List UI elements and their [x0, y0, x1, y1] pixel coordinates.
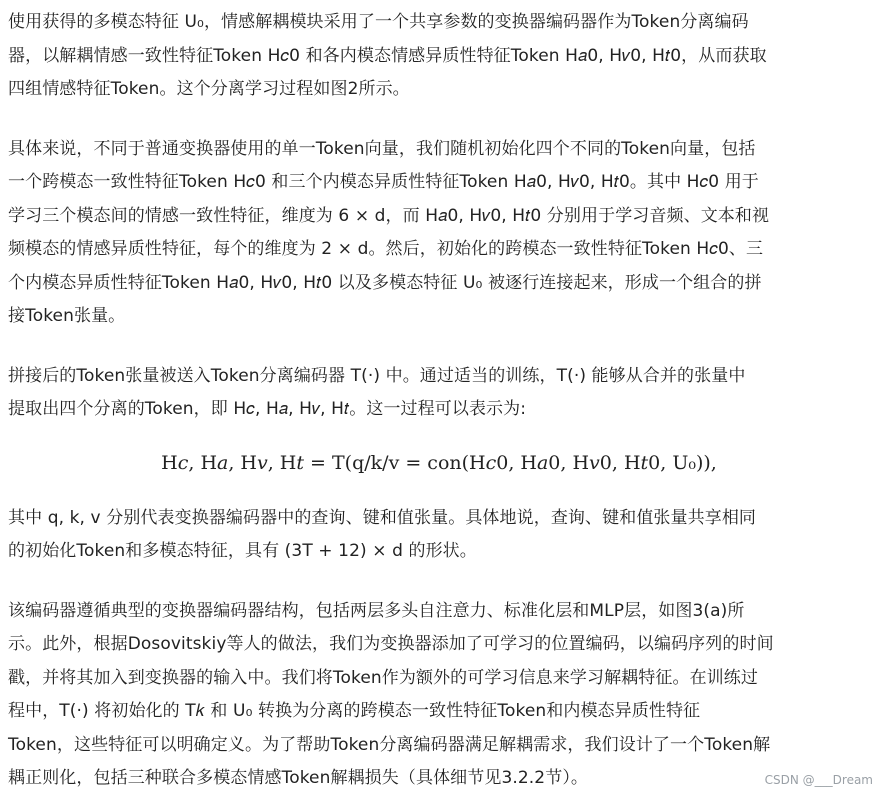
text-line: 拼接后的Token张量被送入Token分离编码器 T(·) 中。通过适当的训练，T(·) 能够从合并的张量中	[8, 365, 746, 386]
text-line: 耦正则化，包括三种联合多模态情感Token解耦损失（具体细节见3.2.2节）。	[8, 768, 589, 788]
text-line: 戳，并将其加入到变换器的输入中。我们将Token作为额外的可学习信息来学习解耦特征。在训练过	[8, 667, 758, 688]
text-line: 接Token张量。	[8, 306, 126, 326]
paragraph-4	[8, 502, 870, 569]
text-line: 一个跨模态一致性特征Token H𝑐0 和三个内模态异质性特征Token H𝑎0, H𝑣0, H𝑡0。其中 H𝑐0 用于	[8, 172, 759, 192]
paragraph-1	[8, 6, 870, 107]
text-line: 使用获得的多模态特征 U₀，情感解耦模块采用了一个共享参数的变换器编码器作为Token分离编码	[8, 12, 749, 32]
text-line: 其中 q, k, v 分别代表变换器编码器中的查询、键和值张量。具体地说，查询、键和值张量共享相同	[8, 507, 757, 528]
text-line: 学习三个模态间的情感一致性特征，维度为 6 × d，而 H𝑎0, H𝑣0, H𝑡0 分别用于学习音频、文本和视	[8, 205, 770, 226]
paragraph-2	[8, 133, 870, 334]
text-line: 提取出四个分离的Token，即 H𝑐, H𝑎, H𝑣, H𝑡。这一过程可以表示为:	[8, 399, 527, 419]
text-line: 频模态的情感异质性特征，每个的维度为 2 × d。然后，初始化的跨模态一致性特征Token H𝑐0、三	[8, 239, 764, 259]
text-line: 示。此外，根据Dosovitskiy等人的做法，我们为变换器添加了可学习的位置编码，以编码序列的时间	[8, 634, 774, 654]
article-body	[8, 6, 870, 796]
text-line: 器，以解耦情感一致性特征Token H𝑐0 和各内模态情感异质性特征Token H𝑎0, H𝑣0, H𝑡0，从而获取	[8, 45, 767, 66]
paragraph-5	[8, 595, 870, 796]
text-line: 的初始化Token和多模态特征，具有 (3T + 12) × d 的形状。	[8, 541, 477, 561]
text-line: 四组情感特征Token。这个分离学习过程如图2所示。	[8, 79, 410, 99]
display-equation: H𝑐, H𝑎, H𝑣, H𝑡 = T(q/k/v = con(H𝑐0, H𝑎0, H𝑣0, H𝑡0, U₀)),	[161, 451, 717, 474]
text-line: Token，这些特征可以明确定义。为了帮助Token分离编码器满足解耦需求，我们设计了一个Token解	[8, 734, 771, 755]
text-line: 个内模态异质性特征Token H𝑎0, H𝑣0, H𝑡0 以及多模态特征 U₀ 被逐行连接起来，形成一个组合的拼	[8, 272, 762, 293]
csdn-watermark: CSDN @___Dream	[764, 773, 873, 787]
text-line: 程中，T(·) 将初始化的 T𝑘 和 U₀ 转换为分离的跨模态一致性特征Token和内模态异质性特征	[8, 701, 701, 721]
text-line: 具体来说，不同于普通变换器使用的单一Token向量，我们随机初始化四个不同的Token向量，包括	[8, 138, 756, 159]
paragraph-3	[8, 360, 870, 427]
text-line: 该编码器遵循典型的变换器编码器结构，包括两层多头自注意力、标准化层和MLP层，如图3(a)所	[8, 600, 745, 621]
